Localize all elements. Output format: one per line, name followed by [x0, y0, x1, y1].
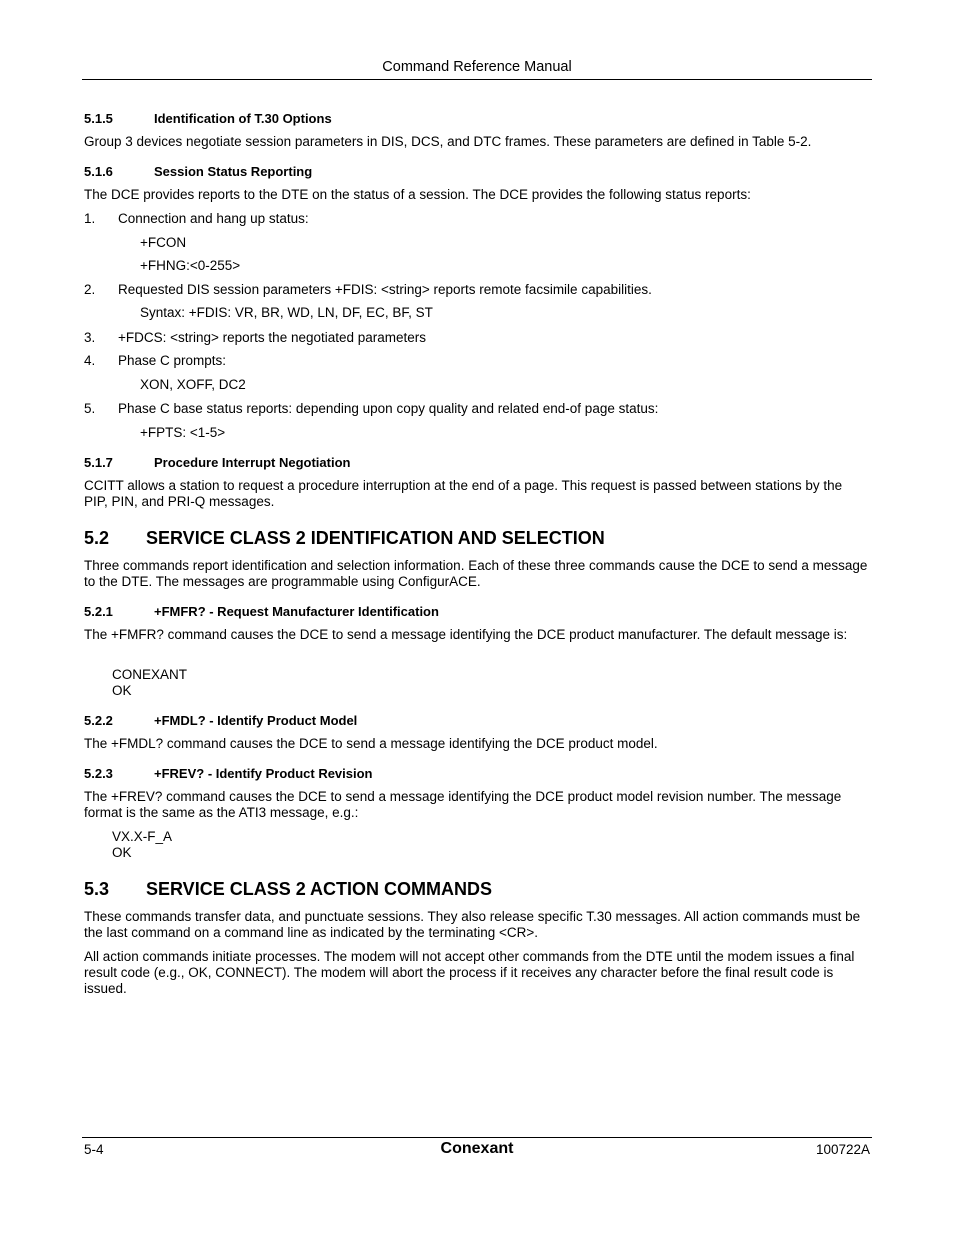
section-number: 5.1.7	[84, 455, 113, 470]
page-number: 5-4	[84, 1142, 104, 1157]
section-title: SERVICE CLASS 2 IDENTIFICATION AND SELECTION	[146, 528, 605, 548]
list-number: 1.	[84, 211, 96, 226]
heading-5-1-5	[84, 111, 332, 126]
list-item	[84, 330, 426, 345]
list-text: Phase C base status reports: depending upon copy quality and related end-of page status:	[118, 401, 659, 416]
list-item	[84, 353, 226, 368]
paragraph: The DCE provides reports to the DTE on the status of a session. The DCE provides the following status reports:	[84, 187, 751, 202]
footer-divider	[82, 1137, 872, 1138]
code-line: VX.X-F_A	[112, 829, 173, 844]
list-number: 3.	[84, 330, 96, 345]
section-title: SERVICE CLASS 2 ACTION COMMANDS	[146, 879, 493, 899]
paragraph: CCITT allows a station to request a procedure interruption at the end of a page. This request is passed between stations by the PIP, PIN, and PRI-Q messages.	[84, 478, 843, 509]
header-divider	[82, 79, 872, 80]
heading-5-3	[84, 879, 492, 900]
section-number: 5.2.3	[84, 766, 113, 781]
document-number: 100722A	[815, 1142, 870, 1157]
section-title: Identification of T.30 Options	[154, 111, 332, 126]
list-subitem: +FPTS: <1-5>	[140, 425, 226, 440]
company-name: Conexant	[440, 1140, 514, 1157]
list-item	[84, 211, 309, 226]
list-subitem: +FHNG:<0-255>	[140, 258, 241, 273]
section-number: 5.3	[84, 879, 110, 899]
section-number: 5.2	[84, 528, 110, 548]
list-item	[84, 282, 652, 297]
heading-5-2-3	[84, 766, 373, 781]
list-text: Requested DIS session parameters +FDIS: <string> reports remote facsimile capabilities.	[118, 282, 652, 297]
section-title: +FMFR? - Request Manufacturer Identification	[154, 604, 439, 619]
section-number: 5.2.1	[84, 604, 113, 619]
heading-5-2-2	[84, 713, 357, 728]
paragraph: The +FMFR? command causes the DCE to send a message identifying the DCE product manufacturer. The default message is:	[84, 627, 848, 642]
paragraph: These commands transfer data, and punctuate sessions. They also release specific T.30 messages. All action commands must be the last command on a command line as indicated by the terminating <CR>.	[84, 909, 861, 940]
heading-5-1-6	[84, 164, 312, 179]
paragraph: Group 3 devices negotiate session parameters in DIS, DCS, and DTC frames. These parameters are defined in Table 5-2.	[84, 134, 812, 149]
heading-5-1-7	[84, 455, 350, 470]
paragraph: Three commands report identification and selection information. Each of these three commands cause the DCE to send a message to the DTE. The messages are programmable using ConfigurACE.	[84, 558, 868, 589]
list-text: +FDCS: <string> reports the negotiated parameters	[118, 330, 427, 345]
section-title: +FMDL? - Identify Product Model	[154, 713, 358, 728]
code-line: CONEXANT	[112, 667, 188, 682]
list-number: 5.	[84, 401, 96, 416]
section-number: 5.1.6	[84, 164, 113, 179]
list-subitem: Syntax: +FDIS: VR, BR, WD, LN, DF, EC, BF, ST	[140, 305, 433, 320]
list-number: 4.	[84, 353, 96, 368]
list-subitem: +FCON	[140, 235, 187, 250]
code-line: OK	[112, 845, 132, 860]
section-title: Session Status Reporting	[154, 164, 313, 179]
paragraph: The +FMDL? command causes the DCE to send a message identifying the DCE product model.	[84, 736, 658, 751]
list-number: 2.	[84, 282, 96, 297]
heading-5-2-1	[84, 604, 439, 619]
section-title: +FREV? - Identify Product Revision	[154, 766, 373, 781]
code-line: OK	[112, 683, 132, 698]
heading-5-2	[84, 528, 605, 549]
list-text: Connection and hang up status:	[118, 211, 309, 226]
section-number: 5.2.2	[84, 713, 113, 728]
section-number: 5.1.5	[84, 111, 113, 126]
list-subitem: XON, XOFF, DC2	[140, 377, 246, 392]
section-title: Procedure Interrupt Negotiation	[154, 455, 351, 470]
list-item	[84, 401, 658, 416]
paragraph: The +FREV? command causes the DCE to send a message identifying the DCE product model revision number. The message format is the same as the ATI3 message, e.g.:	[84, 789, 842, 820]
paragraph: All action commands initiate processes. The modem will not accept other commands from the DTE until the modem issues a final result code (e.g., OK, CONNECT). The modem will abort the process if it receives any character before the final result code is issued.	[84, 949, 855, 996]
running-header: Command Reference Manual	[382, 59, 572, 75]
list-text: Phase C prompts:	[118, 353, 227, 368]
